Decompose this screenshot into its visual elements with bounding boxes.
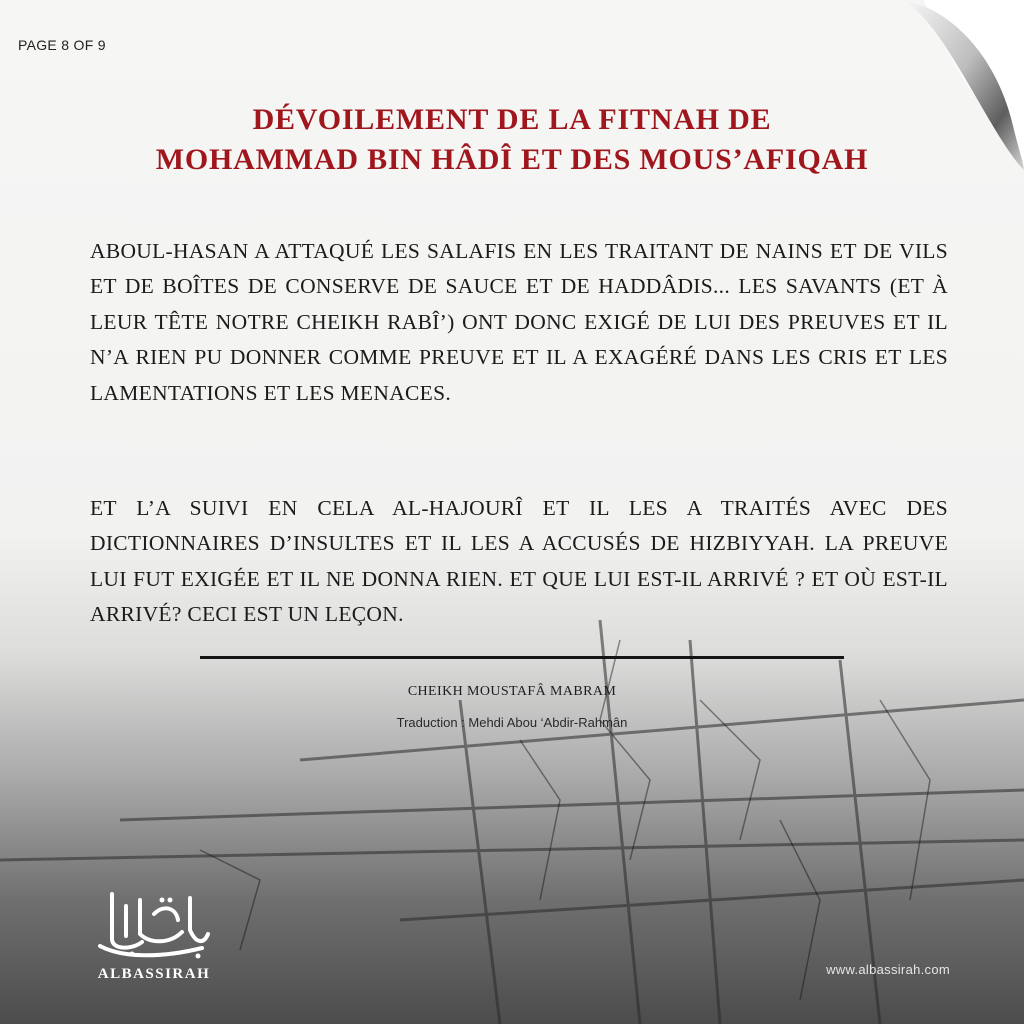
- website-url: www.albassirah.com: [826, 962, 950, 977]
- body-paragraph-1: ABOUL-HASAN A ATTAQUÉ LES SALAFIS EN LES TRAITANT DE NAINS ET DE VILS ET DE BOÎTES DE CONSERVE DE SAUCE ET DE HADDÂDIS... LES SAVANTS (ET À LEUR TÊTE NOTRE CHEIKH RABÎ’) ONT DONC EXIGÉ DE LUI DES PREUVES ET IL N’A RIEN PU DONNER COMME PREUVE ET IL A EXAGÉRÉ DANS LES CRIS ET LES LAMENTATIONS ET LES MENACES.: [90, 238, 948, 405]
- albassirah-logo: [84, 884, 224, 994]
- brand-name: ALBASSIRAH: [97, 966, 211, 982]
- title-line-1: DÉVOILEMENT DE LA FITNAH DE: [252, 103, 772, 136]
- title-line-2: MOHAMMAD BIN HÂDÎ ET DES MOUS’AFIQAH: [155, 143, 869, 176]
- body-paragraph-2: ET L’A SUIVI EN CELA AL-HAJOURÎ ET IL LES A TRAITÉS AVEC DES DICTIONNAIRES D’INSULTES ET IL LES A ACCUSÉS DE HIZBIYYAH. LA PREUVE LUI FUT EXIGÉE ET IL NE DONNA RIEN. ET QUE LUI EST-IL ARRIVÉ ? ET OÙ EST-IL ARRIVÉ? CECI EST UN LEÇON.: [90, 495, 948, 626]
- arabic-calligraphy-logo: [92, 884, 216, 966]
- translator-credit: Traduction : Mehdi Abou ‘Abdir-Rahmân: [396, 715, 628, 730]
- page-indicator: PAGE 8 OF 9: [18, 37, 106, 53]
- divider: [200, 656, 844, 659]
- author-name: CHEIKH MOUSTAFÂ MABRAM: [407, 684, 617, 699]
